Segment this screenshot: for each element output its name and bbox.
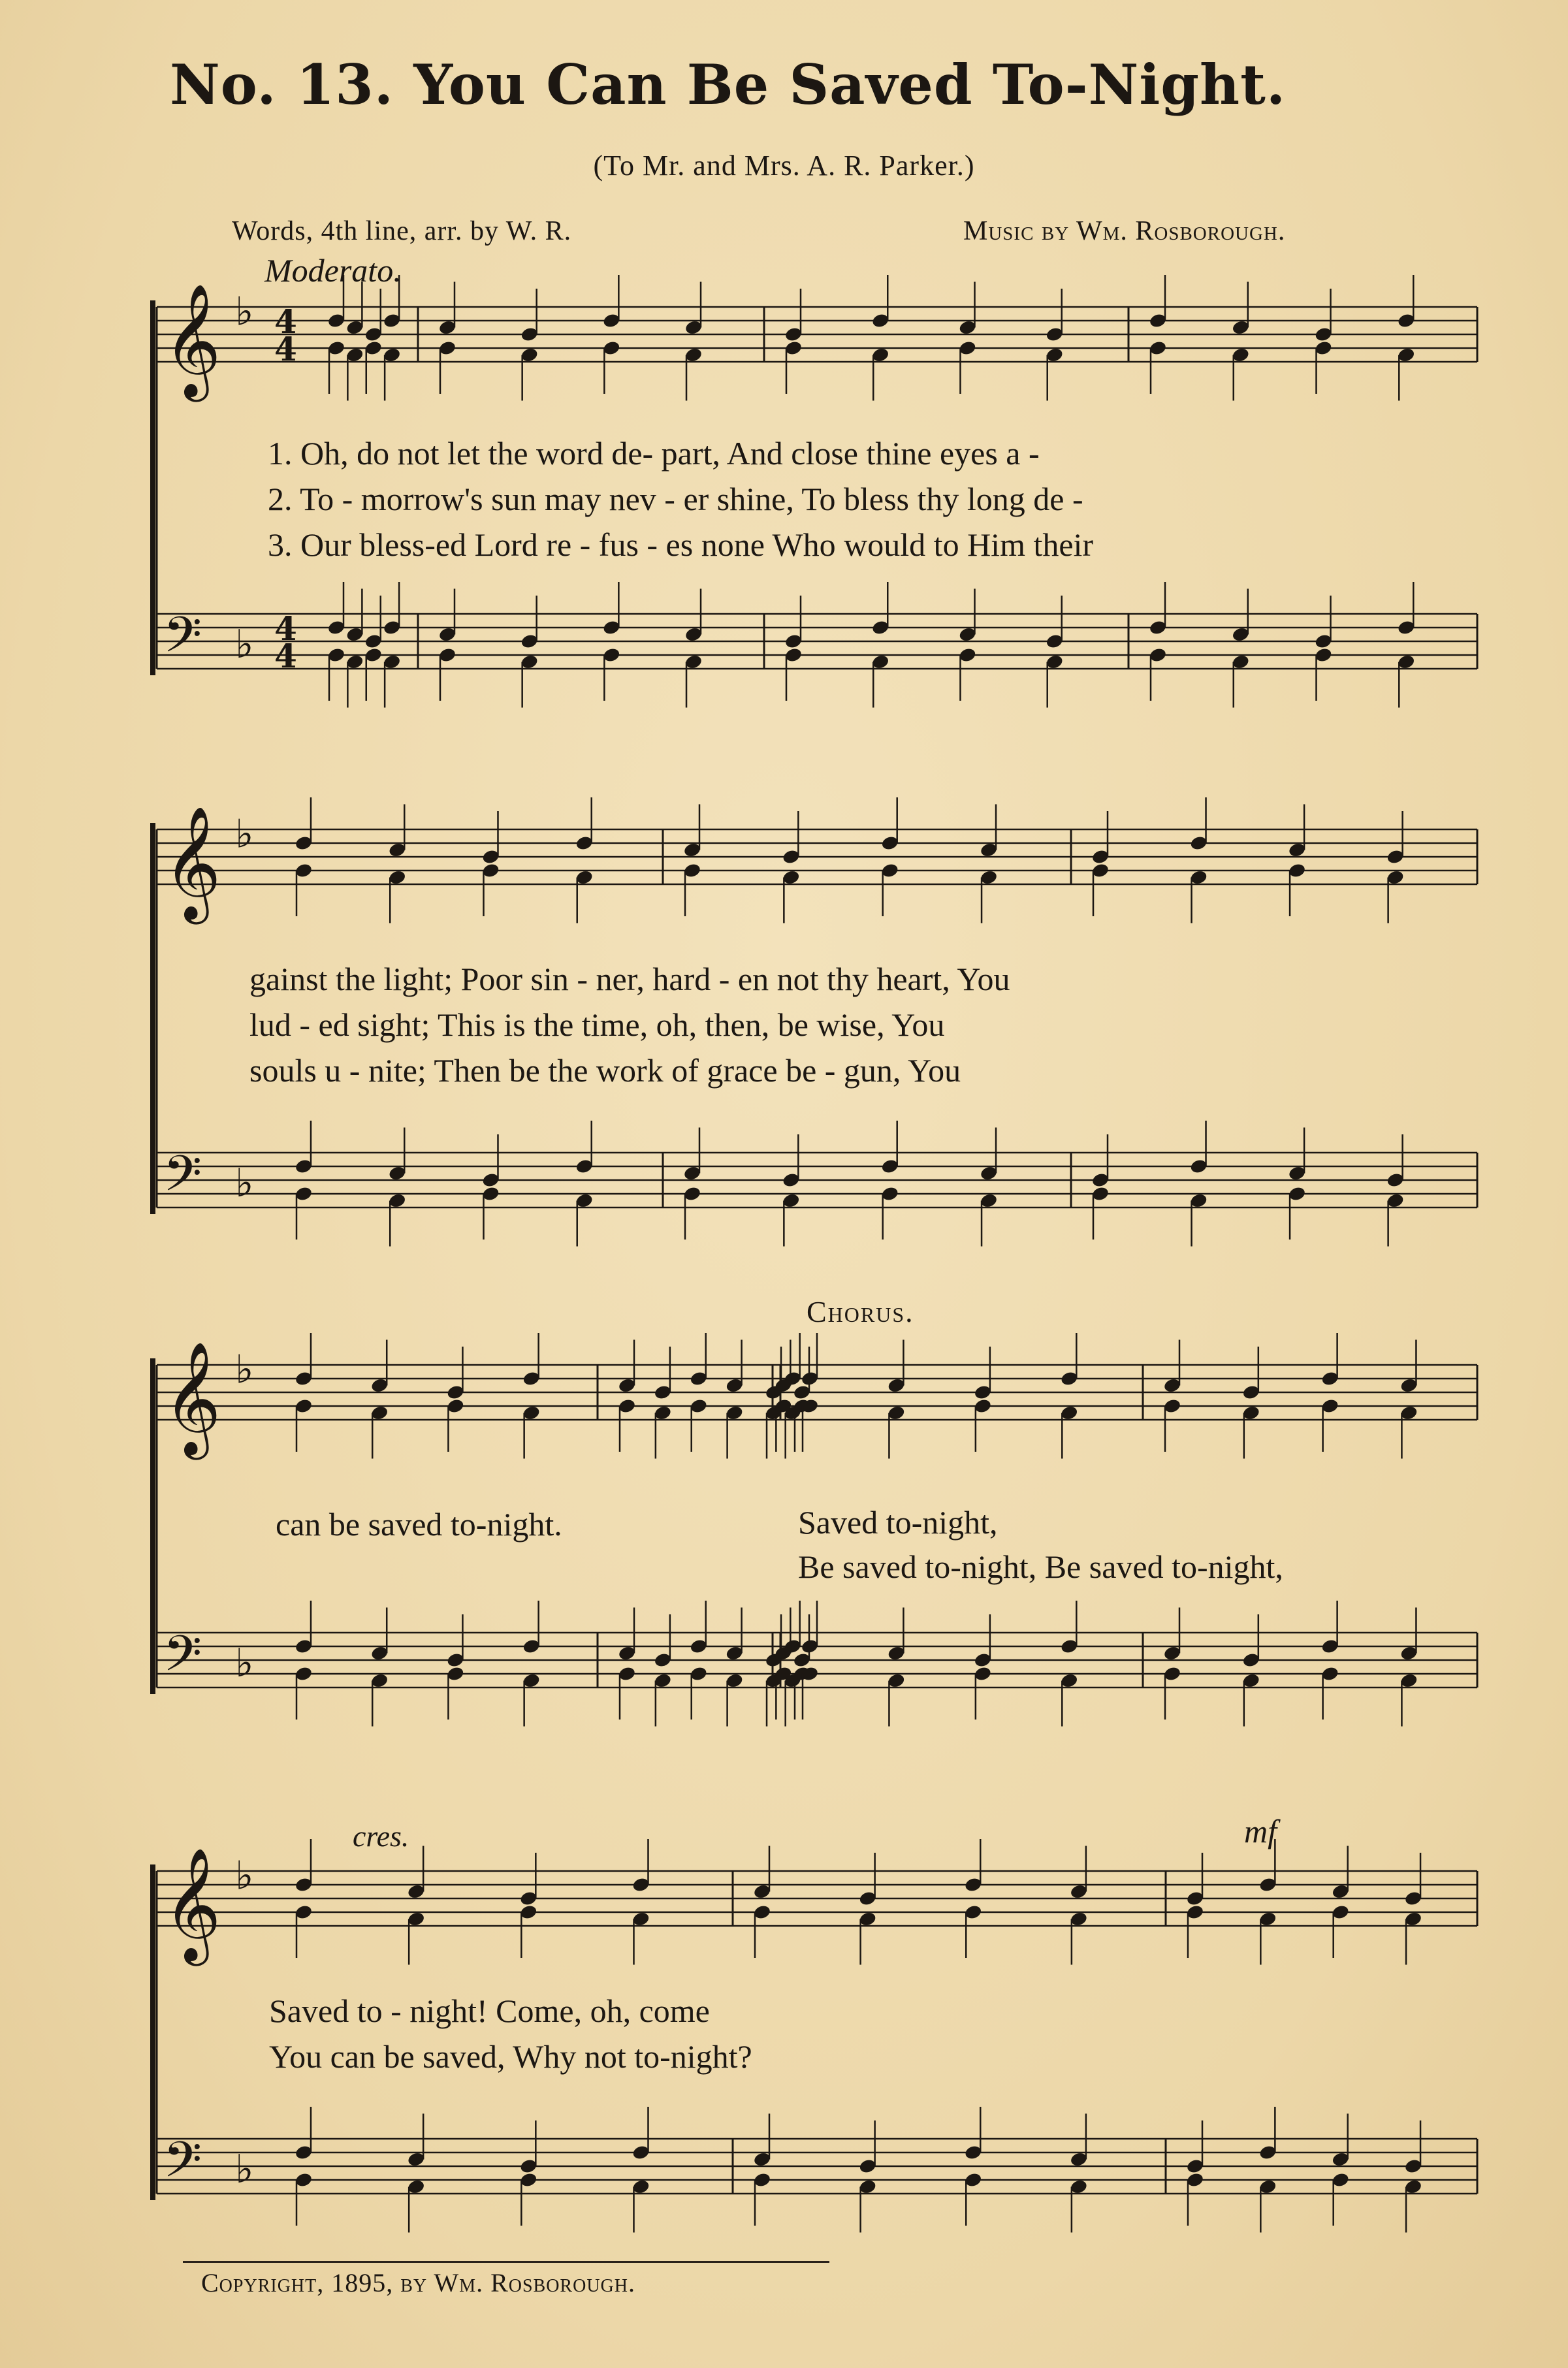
words-credit: Words, 4th line, arr. by W. R. — [232, 216, 572, 246]
lyric-line-4-2: You can be saved, Why not to-night? — [269, 2038, 752, 2075]
cres-marking: cres. — [353, 1819, 409, 1853]
flat-icon: ♭ — [235, 2147, 254, 2193]
lyric-line-2-2: lud - ed sight; This is the time, oh, then, be wise, You — [249, 1006, 945, 1043]
time-signature: 4 — [274, 330, 297, 368]
flat-icon: ♭ — [235, 811, 254, 857]
bass-clef-icon: 𝄢 — [163, 606, 202, 676]
treble-clef-icon: 𝄞 — [163, 1341, 221, 1455]
tempo-marking: Moderato. — [264, 252, 402, 289]
copyright-rule — [183, 2261, 829, 2263]
lyric-line-4-1: Saved to - night! Come, oh, come — [269, 1992, 710, 2029]
copyright-notice: Copyright, 1895, by Wm. Rosborough. — [201, 2268, 635, 2297]
bass-clef-icon: 𝄢 — [163, 1625, 202, 1695]
mf-marking: mf — [1244, 1813, 1277, 1849]
dedication: (To Mr. and Mrs. A. R. Parker.) — [593, 150, 975, 182]
lyric-line-3-right-1: Saved to-night, — [798, 1504, 998, 1541]
treble-clef-icon: 𝄞 — [163, 806, 221, 920]
lyric-line-3-right-2: Be saved to-night, Be saved to-night, — [798, 1548, 1283, 1585]
flat-icon: ♭ — [235, 622, 254, 668]
time-signature: 4 — [274, 609, 297, 648]
chorus-label: Chorus. — [807, 1295, 914, 1328]
flat-icon: ♭ — [235, 1640, 254, 1687]
treble-clef-icon: 𝄞 — [163, 1848, 221, 1961]
lyric-line-3-left: can be saved to-night. — [276, 1506, 562, 1543]
flat-icon: ♭ — [235, 1853, 254, 1899]
time-signature: 4 — [274, 637, 297, 675]
flat-icon: ♭ — [235, 289, 254, 335]
lyric-line-1-2: 2. To - morrow's sun may nev - er shine, To bless thy long de - — [268, 481, 1083, 517]
flat-icon: ♭ — [235, 1160, 254, 1207]
lyric-line-2-1: gainst the light; Poor sin - ner, hard - en not thy heart, You — [249, 961, 1010, 997]
bass-clef-icon: 𝄢 — [163, 1145, 202, 1215]
treble-clef-icon: 𝄞 — [163, 283, 221, 397]
flat-icon: ♭ — [235, 1347, 254, 1393]
lyric-line-1-1: 1. Oh, do not let the word de- part, And close thine eyes a - — [268, 435, 1040, 472]
lyric-line-1-3: 3. Our bless-ed Lord re - fus - es none Who would to Him their — [268, 526, 1094, 563]
music-credit: Music by Wm. Rosborough. — [963, 216, 1286, 246]
time-signature: 4 — [274, 302, 297, 341]
bass-clef-icon: 𝄢 — [163, 2131, 202, 2201]
hymn-title: No. 13. You Can Be Saved To-Night. — [170, 52, 1287, 117]
lyric-line-2-3: souls u - nite; Then be the work of grace be - gun, You — [249, 1052, 961, 1089]
